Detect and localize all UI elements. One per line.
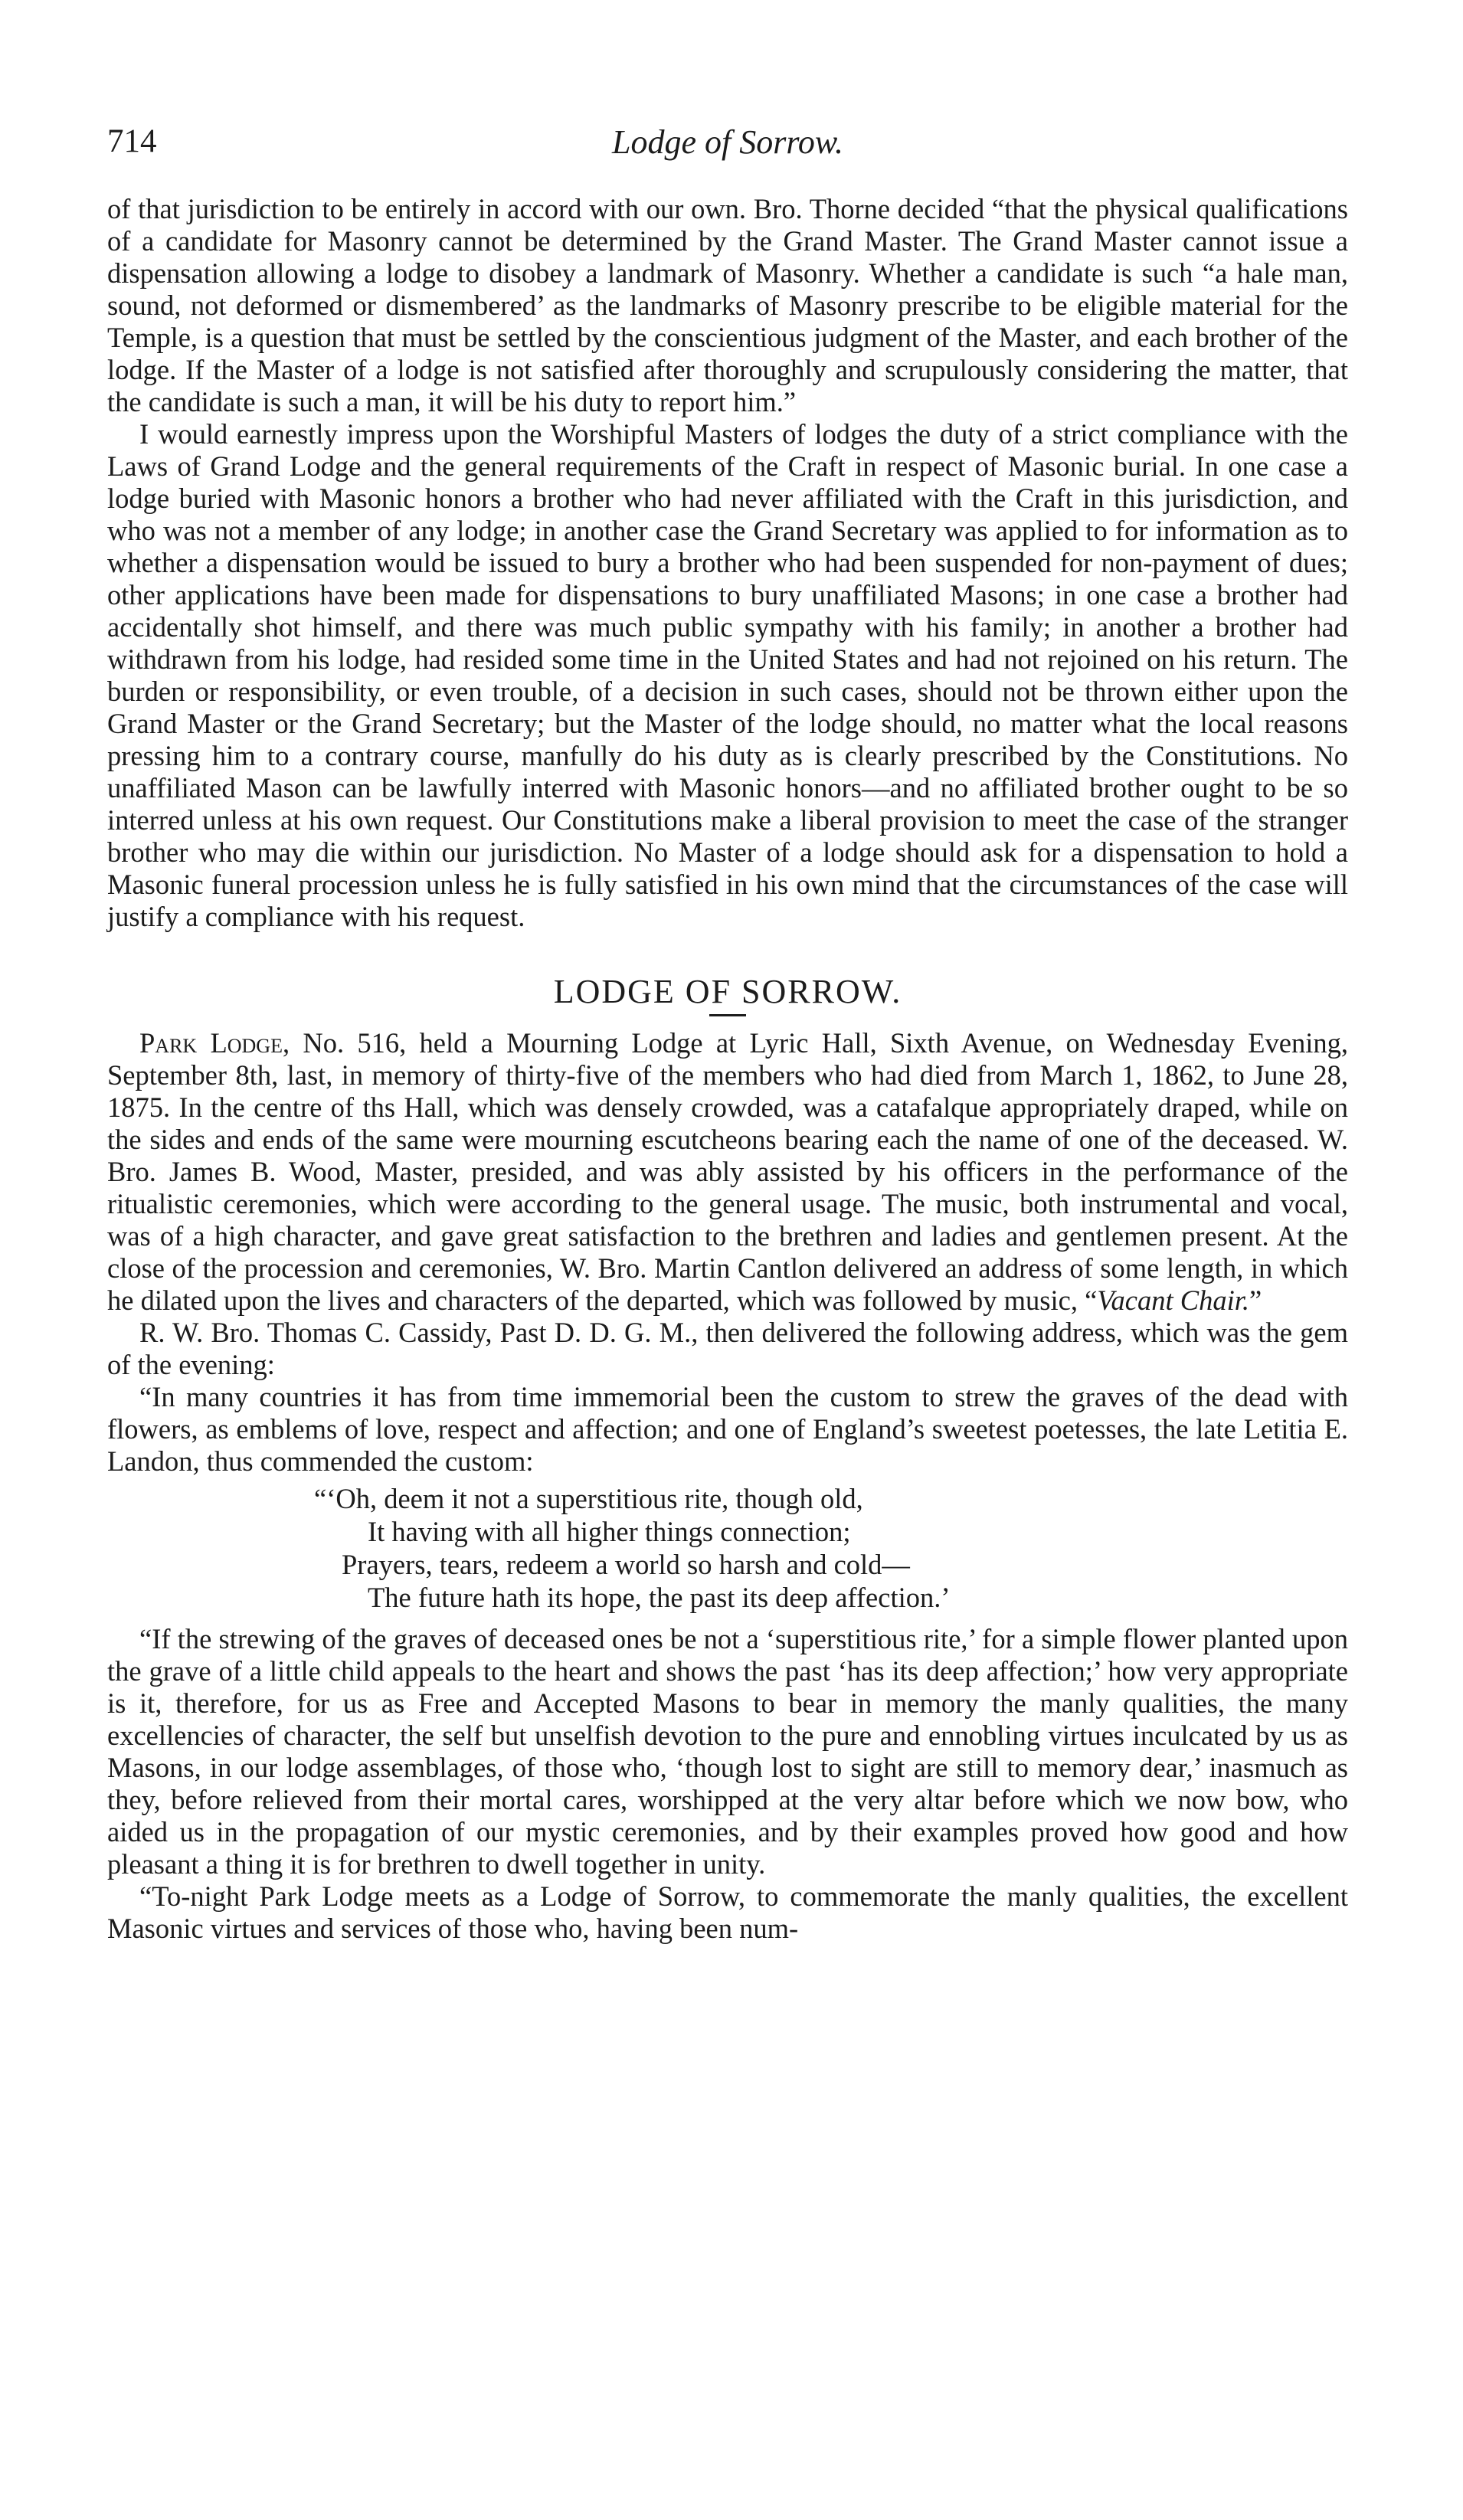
- song-title: Vacant Chair.: [1097, 1285, 1250, 1316]
- poem-line: Prayers, tears, redeem a world so harsh and cold—: [342, 1549, 910, 1580]
- heading-rule: [709, 1014, 746, 1016]
- paragraph-address-opening: “In many countries it has from time immemorial been the custom to strew the graves of the dead with flowers, as emblems of love, respect and affection; and one of England’s sweetest poetesses, the late Letitia E. Landon, thus commended the custom:: [107, 1381, 1348, 1477]
- book-page: [107, 123, 1348, 1945]
- continued-paragraph: of that jurisdiction to be entirely in accord with our own. Bro. Thorne decided “that the physical qualifications of a candidate for Masonry cannot be determined by the Grand Master. The Grand Master cannot issue a dispensation allowing a lodge to disobey a landmark of Masonry. Whether a candidate is such “a hale man, sound, not deformed or dismembered’ as the landmarks of Masonry prescribe to be eligible material for the Temple, is a question that must be settled by the conscientious judgment of the Master, and each brother of the lodge. If the Master of a lodge is not satisfied after thoroughly and scrupulously considering the matter, that the candidate is such a man, it will be his duty to report him.”: [107, 193, 1348, 417]
- poem-line: “‘Oh, deem it not a superstitious rite, though old,: [314, 1483, 863, 1514]
- paragraph-cassidy: R. W. Bro. Thomas C. Cassidy, Past D. D. G. M., then delivered the following address, which was the gem of the evening:: [107, 1317, 1348, 1380]
- poem-line: It having with all higher things connection;: [368, 1516, 851, 1547]
- paragraph-tonight: “To-night Park Lodge meets as a Lodge of Sorrow, to commemorate the manly qualities, the excellent Masonic virtues and services of those who, having been num-: [107, 1880, 1348, 1944]
- paragraph-park-lodge: [107, 1027, 1348, 1317]
- closing-quote: ”: [1249, 1285, 1262, 1316]
- running-head: [107, 123, 1348, 184]
- park-lodge-text: , No. 516, held a Mourning Lodge at Lyric Hall, Sixth Avenue, on Wednesday Evening, September 8th, last, in memory of thirty-five of the members who had died from March 1, 1862, to June 28, 1875. In the centre of ths Hall, which was densely crowded, was a catafalque appropriately draped, while on the sides and ends of the same were mourning escutcheons bearing each the name of one of the deceased. W. Bro. James B. Wood, Master, presided, and was ably assisted by his officers in the performance of the ritualistic ceremonies, which were according to the general usage. The music, both instrumental and vocal, was of a high character, and gave great satisfaction to the brethren and ladies and gentlemen present. At the close of the procession and ceremonies, W. Bro. Martin Cantlon delivered an address of some length, in which he dilated upon the lives and characters of the departed, which was followed by music, “: [107, 1027, 1348, 1316]
- page-number: 714: [107, 123, 157, 159]
- paragraph-masonic-burial: I would earnestly impress upon the Worshipful Masters of lodges the duty of a strict compliance with the Laws of Grand Lodge and the general requirements of the Craft in respect of Masonic burial. In one case a lodge buried with Masonic honors a brother who had never affiliated with the Craft in this jurisdiction, and who was not a member of any lodge; in another case the Grand Secretary was applied to for information as to whether a dispensation would be issued to bury a brother who had been suspended for non-payment of dues; other applications have been made for dispensations to bury unaffiliated Masons; in one case a brother had accidentally shot himself, and there was much public sympathy with his family; in another a brother had withdrawn from his lodge, had resided some time in the United States and had not rejoined on his return. The burden or responsibility, or even trouble, of a decision in such cases, should not be thrown either upon the Grand Master or the Grand Secretary; but the Master of the lodge should, no matter what the local reasons pressing him to a contrary course, manfully do his duty as is clearly prescribed by the Constitutions. No unaffiliated Mason can be lawfully interred with Masonic honors—and no affiliated brother ought to be so interred unless at his own request. Our Constitutions make a liberal provision to meet the case of the stranger brother who may die within our jurisdiction. No Master of a lodge should ask for a dispensation to hold a Masonic funeral procession unless he is fully satisfied in his own mind that the circumstances of the case will justify a compliance with his request.: [107, 418, 1348, 932]
- poem-line: The future hath its hope, the past its deep affection.’: [368, 1582, 951, 1613]
- poem: [314, 1482, 1348, 1614]
- lead-in-smallcaps: Park Lodge: [139, 1027, 283, 1059]
- paragraph-strewing: “If the strewing of the graves of deceased ones be not a ‘superstitious rite,’ for a simple flower planted upon the grave of a little child appeals to the heart and shows the past ‘has its deep affection;’ how very appropriate is it, therefore, for us as Free and Accepted Masons to bear in memory the manly qualities, the many excellencies of character, the self but unselfish devotion to the pure and ennobling virtues inculcated by us as Masons, in our lodge assemblages, of those who, ‘though lost to sight are still to memory dear,’ inasmuch as they, before relieved from their mortal cares, worshipped at the very altar before which we now bow, who aided us in the propagation of our mystic ceremonies, and by their examples proved how good and how pleasant a thing it is for brethren to dwell together in unity.: [107, 1623, 1348, 1880]
- section-heading: LODGE OF SORROW.: [553, 973, 902, 1010]
- running-title: Lodge of Sorrow.: [612, 123, 843, 161]
- body-text: [107, 193, 1348, 1945]
